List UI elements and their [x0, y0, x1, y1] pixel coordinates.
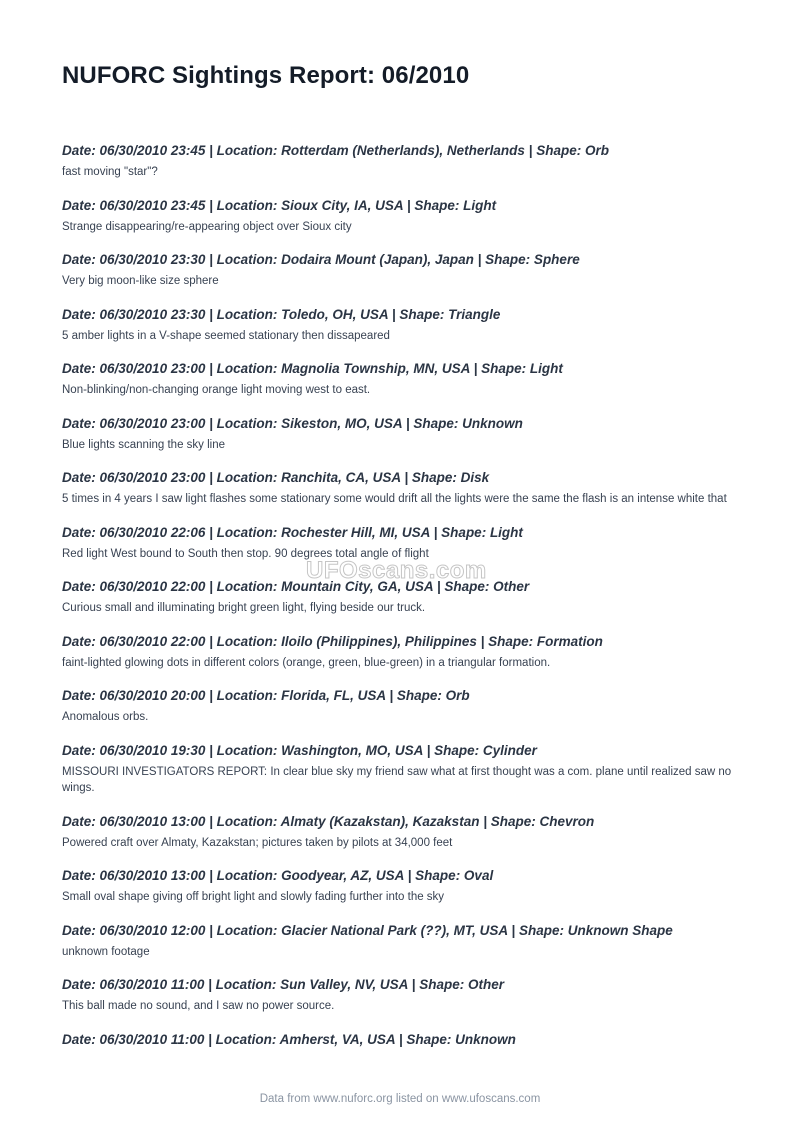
entry-heading: Date: 06/30/2010 23:45 | Location: Sioux City, IA, USA | Shape: Light: [62, 197, 497, 213]
list-item: [62, 634, 752, 672]
entry-heading: Date: 06/30/2010 11:00 | Location: Sun Valley, NV, USA | Shape: Other: [62, 977, 504, 992]
entry-heading: Date: 06/30/2010 23:00 | Location: Sikeston, MO, USA | Shape: Unknown: [62, 415, 523, 431]
entry-description: This ball made no sound, and I saw no power source.: [62, 1000, 335, 1012]
entry-description: Very big moon-like size sphere: [62, 275, 219, 287]
sightings-list: [62, 143, 752, 1065]
entry-heading: Date: 06/30/2010 20:00 | Location: Florida, FL, USA | Shape: Orb: [62, 688, 470, 703]
entry-description: Strange disappearing/re-appearing object over Sioux city: [62, 220, 352, 233]
entry-heading: Date: 06/30/2010 22:00 | Location: Iloilo (Philippines), Philippines | Shape: Formation: [62, 633, 603, 649]
footer-credit: Data from www.nuforc.org listed on www.ufoscans.com: [259, 1093, 541, 1105]
list-item: [62, 1032, 752, 1048]
entry-description: faint-lighted glowing dots in different colors (orange, green, blue-green) in a triangular formation.: [62, 656, 551, 669]
list-item: [62, 743, 752, 797]
entry-description: Small oval shape giving off bright light and slowly fading further into the sky: [62, 891, 445, 903]
entry-description: unknown footage: [62, 945, 150, 958]
entry-description: MISSOURI INVESTIGATORS REPORT: In clear blue sky my friend saw what at first thought was a com. plane until realized saw no wings.: [62, 765, 732, 794]
entry-heading: Date: 06/30/2010 23:30 | Location: Toledo, OH, USA | Shape: Triangle: [62, 306, 501, 322]
list-item: [62, 814, 752, 852]
list-item: [62, 143, 752, 181]
entry-description: Anomalous orbs.: [62, 711, 149, 723]
entry-heading: Date: 06/30/2010 12:00 | Location: Glacier National Park (??), MT, USA | Shape: Unknown Shape: [62, 922, 673, 938]
list-item: [62, 868, 752, 906]
entry-description: Blue lights scanning the sky line: [62, 438, 226, 451]
entry-description: Red light West bound to South then stop. 90 degrees total angle of flight: [62, 547, 429, 560]
entry-heading: Date: 06/30/2010 22:00 | Location: Mountain City, GA, USA | Shape: Other: [62, 579, 530, 594]
entry-description: fast moving "star"?: [62, 166, 158, 178]
entry-heading: Date: 06/30/2010 23:30 | Location: Dodaira Mount (Japan), Japan | Shape: Sphere: [62, 252, 580, 267]
entry-heading: Date: 06/30/2010 23:00 | Location: Magnolia Township, MN, USA | Shape: Light: [62, 361, 563, 376]
list-item: [62, 307, 752, 345]
entry-description: Powered craft over Almaty, Kazakstan; pictures taken by pilots at 34,000 feet: [62, 836, 453, 849]
list-item: [62, 198, 752, 236]
entry-heading: Date: 06/30/2010 13:00 | Location: Goodyear, AZ, USA | Shape: Oval: [62, 868, 494, 883]
list-item: [62, 923, 752, 961]
entry-heading: Date: 06/30/2010 19:30 | Location: Washington, MO, USA | Shape: Cylinder: [62, 742, 537, 758]
entry-heading: Date: 06/30/2010 11:00 | Location: Amherst, VA, USA | Shape: Unknown: [62, 1031, 516, 1047]
entry-heading: Date: 06/30/2010 13:00 | Location: Almaty (Kazakstan), Kazakstan | Shape: Chevron: [62, 813, 595, 829]
page-title: NUFORC Sightings Report: 06/2010: [62, 62, 470, 89]
entry-description: Non-blinking/non-changing orange light moving west to east.: [62, 384, 371, 396]
list-item: [62, 416, 752, 454]
entry-description: 5 times in 4 years I saw light flashes some stationary some would drift all the lights were the same the flash is an intense white that: [62, 493, 727, 505]
list-item: [62, 525, 752, 563]
list-item: [62, 688, 752, 726]
entry-description: 5 amber lights in a V-shape seemed stationary then dissapeared: [62, 329, 390, 342]
entry-heading: Date: 06/30/2010 23:00 | Location: Ranchita, CA, USA | Shape: Disk: [62, 470, 490, 485]
list-item: [62, 252, 752, 290]
watermark: UFOscans.com: [306, 557, 487, 584]
list-item: [62, 470, 752, 508]
list-item: [62, 579, 752, 617]
entry-heading: Date: 06/30/2010 22:06 | Location: Rochester Hill, MI, USA | Shape: Light: [62, 524, 523, 540]
list-item: [62, 977, 752, 1015]
entry-heading: Date: 06/30/2010 23:45 | Location: Rotterdam (Netherlands), Netherlands | Shape: Orb: [62, 143, 609, 158]
list-item: [62, 361, 752, 399]
entry-description: Curious small and illuminating bright green light, flying beside our truck.: [62, 602, 426, 614]
